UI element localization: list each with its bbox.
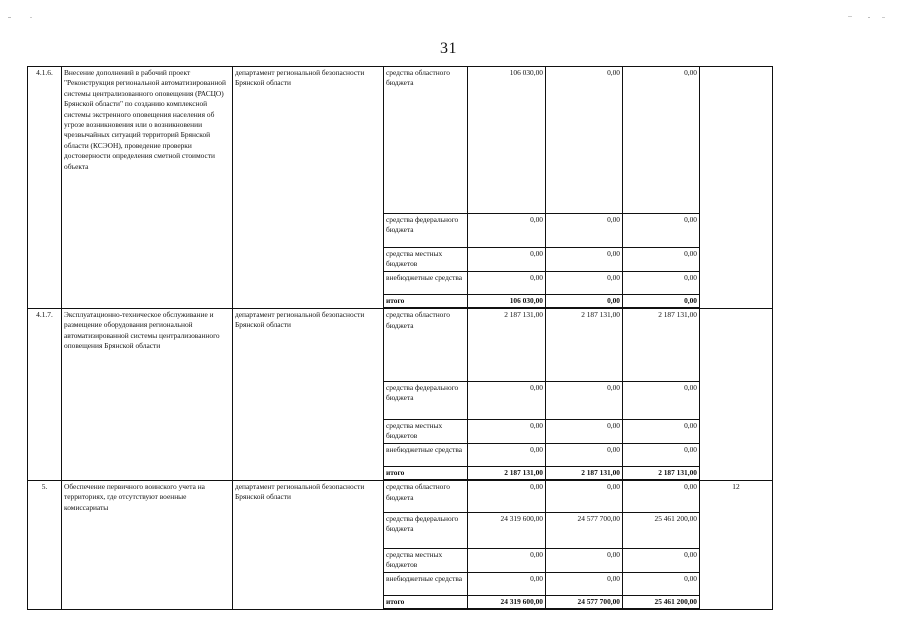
amount-year-3: 0,00	[623, 443, 700, 466]
section-title: Обеспечение первичного воинского учета на территориях, где отсутствуют военные комиссариаты	[62, 480, 233, 609]
amount-year-3: 0,00	[623, 572, 700, 595]
funding-source: средства местных бюджетов	[384, 419, 468, 443]
funding-source: средства федерального бюджета	[384, 512, 468, 548]
amount-year-3: 25 461 200,00	[623, 512, 700, 548]
amount-year-1: 0,00	[468, 443, 546, 466]
funding-source: итого	[384, 466, 468, 480]
funding-source: итого	[384, 295, 468, 309]
funding-source: внебюджетные средства	[384, 572, 468, 595]
amount-year-2: 0,00	[546, 295, 623, 309]
funding-source: средства федерального бюджета	[384, 214, 468, 248]
amount-year-3: 0,00	[623, 67, 700, 214]
page-number: 31	[440, 40, 457, 57]
amount-year-1: 0,00	[468, 480, 546, 512]
amount-year-2: 0,00	[546, 443, 623, 466]
amount-year-1: 0,00	[468, 214, 546, 248]
amount-year-3: 2 187 131,00	[623, 466, 700, 480]
amount-year-1: 0,00	[468, 381, 546, 419]
section-title: Внесение дополнений в рабочий проект "Реконструкция региональной автоматизированной системы централизованного оповещения (РАСЦО) Брянской области" по созданию комплексной системы экстренного оповещения населения об угрозе возникновения или о возникновении чрезвычайных ситуаций территорий Брянской области (КСЭОН), проведение проверки достоверности определения сметной стоимости объекта	[62, 67, 233, 309]
amount-year-2: 0,00	[546, 548, 623, 572]
budget-table	[27, 66, 773, 610]
amount-year-2: 24 577 700,00	[546, 595, 623, 609]
section-executor: департамент региональной безопасности Брянской области	[233, 480, 384, 609]
funding-source: средства местных бюджетов	[384, 548, 468, 572]
amount-year-2: 0,00	[546, 272, 623, 295]
section-code: 4.1.7.	[28, 308, 62, 480]
amount-year-2: 2 187 131,00	[546, 308, 623, 381]
funding-source: средства областного бюджета	[384, 480, 468, 512]
amount-year-3: 25 461 200,00	[623, 595, 700, 609]
section-extra: 12	[700, 480, 773, 609]
amount-year-1: 2 187 131,00	[468, 308, 546, 381]
amount-year-1: 0,00	[468, 272, 546, 295]
amount-year-3: 0,00	[623, 419, 700, 443]
amount-year-2: 0,00	[546, 480, 623, 512]
section-code: 4.1.6.	[28, 67, 62, 309]
amount-year-1: 24 319 600,00	[468, 595, 546, 609]
table-row	[28, 480, 773, 512]
amount-year-1: 2 187 131,00	[468, 466, 546, 480]
amount-year-3: 0,00	[623, 295, 700, 309]
amount-year-1: 106 030,00	[468, 295, 546, 309]
section-executor: департамент региональной безопасности Брянской области	[233, 67, 384, 309]
amount-year-2: 0,00	[546, 248, 623, 272]
funding-source: внебюджетные средства	[384, 443, 468, 466]
amount-year-2: 0,00	[546, 214, 623, 248]
amount-year-2: 0,00	[546, 381, 623, 419]
section-extra	[700, 308, 773, 480]
table-row	[28, 67, 773, 214]
funding-source: средства федерального бюджета	[384, 381, 468, 419]
amount-year-3: 0,00	[623, 248, 700, 272]
amount-year-2: 24 577 700,00	[546, 512, 623, 548]
funding-source: итого	[384, 595, 468, 609]
funding-source: средства областного бюджета	[384, 308, 468, 381]
funding-source: средства областного бюджета	[384, 67, 468, 214]
amount-year-3: 0,00	[623, 272, 700, 295]
section-extra	[700, 67, 773, 309]
section-title: Эксплуатационно-техническое обслуживание и размещение оборудования региональной автоматизированной системы централизованного оповещения Брянской области	[62, 308, 233, 480]
amount-year-1: 0,00	[468, 572, 546, 595]
section-code: 5.	[28, 480, 62, 609]
amount-year-3: 0,00	[623, 381, 700, 419]
amount-year-1: 0,00	[468, 248, 546, 272]
amount-year-1: 0,00	[468, 419, 546, 443]
amount-year-2: 0,00	[546, 419, 623, 443]
amount-year-1: 24 319 600,00	[468, 512, 546, 548]
scan-specks	[0, 14, 905, 20]
amount-year-2: 2 187 131,00	[546, 466, 623, 480]
funding-source: внебюджетные средства	[384, 272, 468, 295]
table-row	[28, 308, 773, 381]
amount-year-1: 0,00	[468, 548, 546, 572]
amount-year-1: 106 030,00	[468, 67, 546, 214]
section-executor: департамент региональной безопасности Брянской области	[233, 308, 384, 480]
amount-year-3: 0,00	[623, 214, 700, 248]
amount-year-2: 0,00	[546, 572, 623, 595]
amount-year-3: 0,00	[623, 548, 700, 572]
amount-year-2: 0,00	[546, 67, 623, 214]
amount-year-3: 2 187 131,00	[623, 308, 700, 381]
funding-source: средства местных бюджетов	[384, 248, 468, 272]
amount-year-3: 0,00	[623, 480, 700, 512]
